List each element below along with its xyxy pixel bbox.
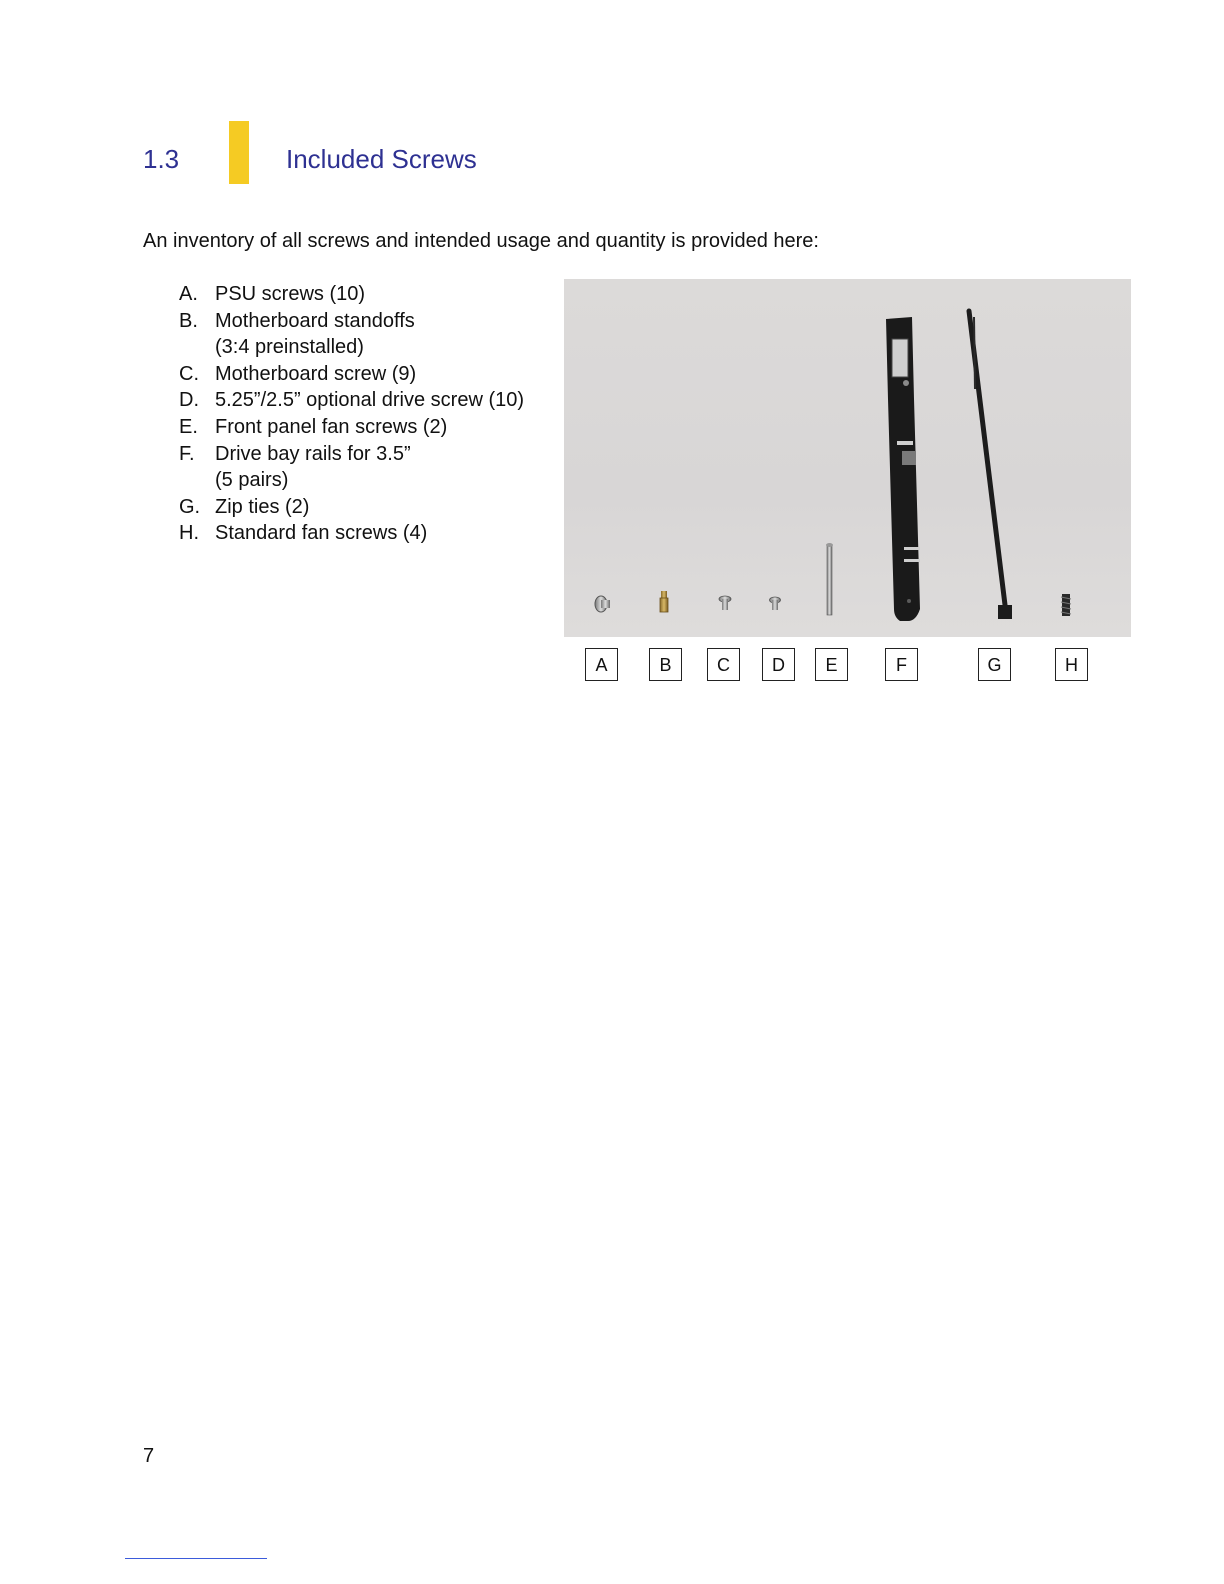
footer-rule [125, 1558, 267, 1559]
list-item-text: PSU screws (10) [215, 283, 366, 305]
list-item-letter: C. [179, 362, 199, 385]
list-item-text: Drive bay rails for 3.5” (5 pairs) [215, 442, 411, 492]
photo-label-e: E [815, 648, 848, 681]
list-item-letter: F. [179, 442, 195, 465]
standard-fan-screw-image [1061, 594, 1071, 616]
list-item [179, 387, 524, 414]
photo-label-f: F [885, 648, 918, 681]
photo-label-a: A [585, 648, 618, 681]
list-item [179, 308, 524, 361]
photo-label-d: D [762, 648, 795, 681]
list-item-letter: A. [179, 283, 198, 305]
list-item [179, 281, 524, 308]
photo-label-g: G [978, 648, 1011, 681]
photo-label-c: C [707, 648, 740, 681]
list-item-text: Motherboard screw (9) [215, 362, 417, 385]
list-item [179, 441, 524, 494]
psu-screw-image [595, 596, 610, 612]
list-item-letter: H. [179, 522, 199, 545]
page-number: 7 [143, 1445, 155, 1467]
screw-inventory-list [179, 281, 524, 547]
list-item-text: Zip ties (2) [215, 495, 310, 518]
photo-label-h: H [1055, 648, 1088, 681]
photo-label-b: B [649, 648, 682, 681]
standoff-image [660, 591, 668, 612]
list-item [179, 414, 524, 441]
list-item [179, 494, 524, 521]
list-item [179, 361, 524, 388]
list-item-letter: B. [179, 309, 198, 332]
section-accent-bar [229, 121, 249, 184]
drive-bay-rail-image [886, 317, 920, 621]
drive-screw-image [770, 597, 781, 610]
front-panel-fan-screw-image [826, 543, 833, 615]
list-item-text: 5.25”/2.5” optional drive screw (10) [215, 389, 525, 412]
screws-photo [564, 279, 1131, 637]
list-item-letter: E. [179, 415, 198, 438]
section-title: Included Screws [286, 144, 477, 174]
zip-tie-image [969, 311, 1012, 619]
list-item-letter: G. [179, 495, 201, 518]
section-number: 1.3 [143, 144, 180, 174]
motherboard-screw-image [719, 596, 731, 610]
intro-paragraph: An inventory of all screws and intended usage and quantity is provided here: [143, 230, 819, 252]
list-item-text: Front panel fan screws (2) [215, 415, 448, 438]
list-item-letter: D. [179, 389, 199, 412]
list-item-text: Standard fan screws (4) [215, 522, 428, 545]
list-item [179, 520, 524, 547]
list-item-text: Motherboard standoffs (3:4 preinstalled) [215, 309, 415, 359]
